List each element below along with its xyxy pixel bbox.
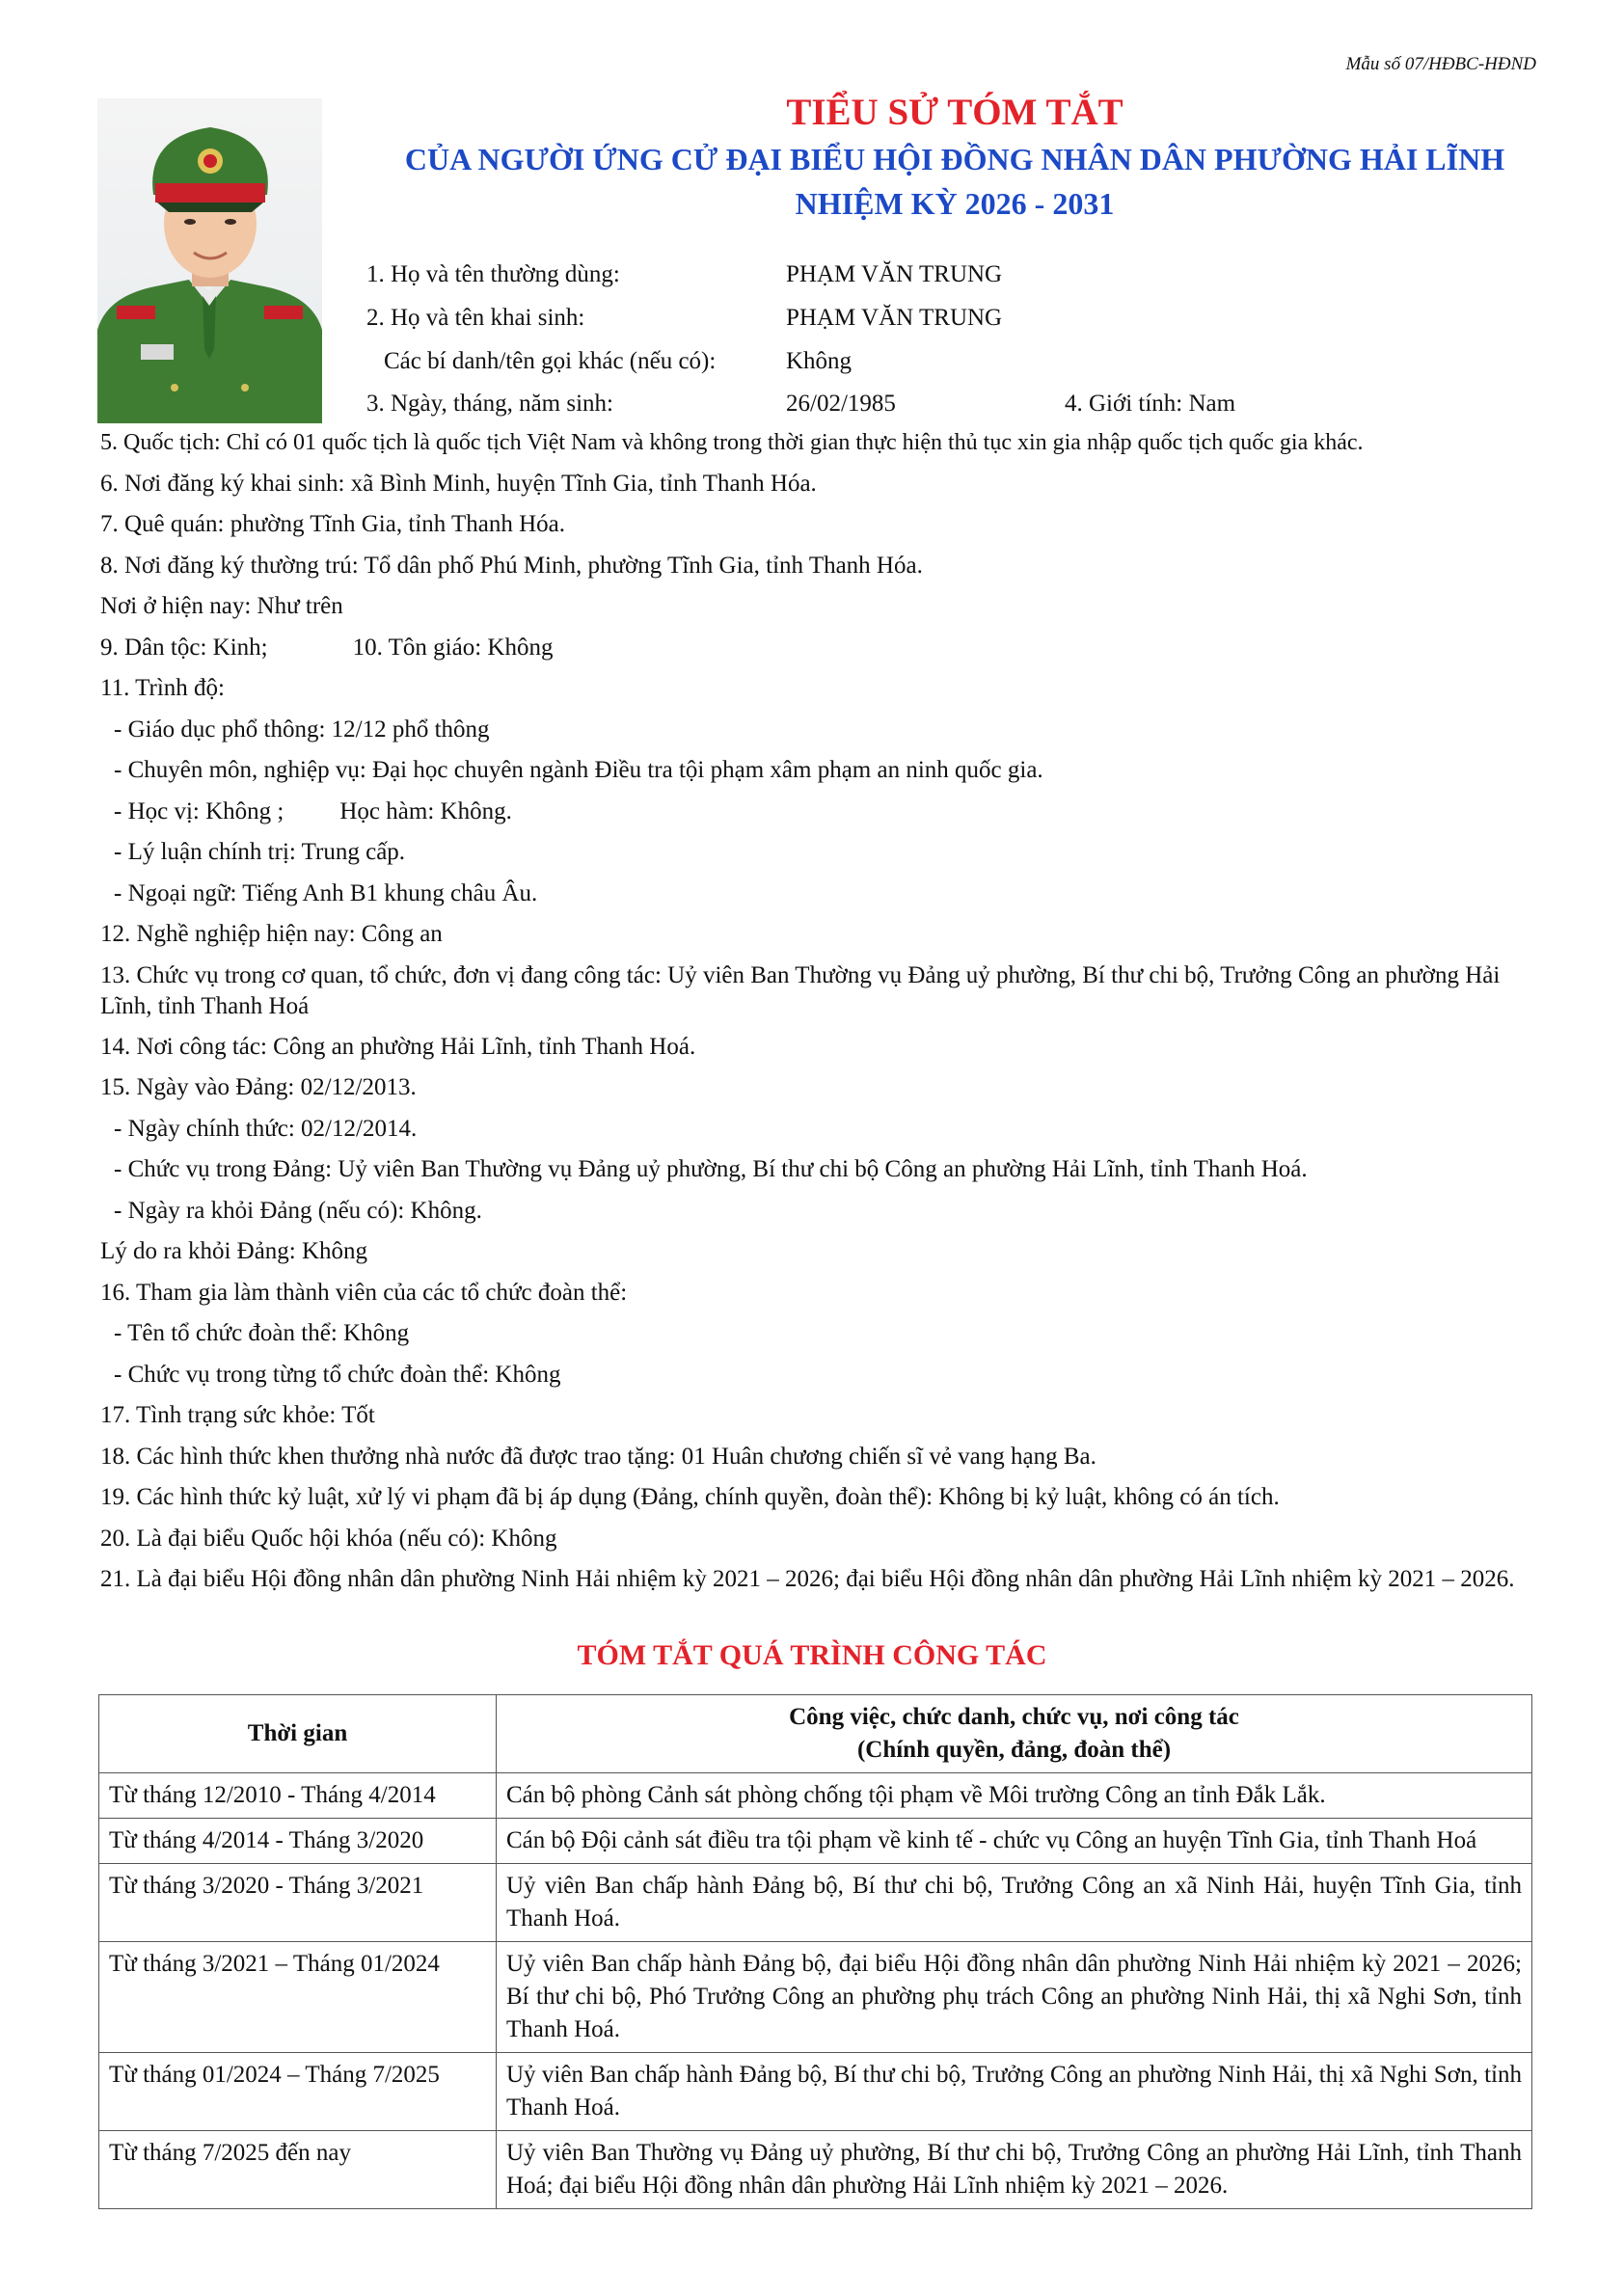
- work-history-title: TÓM TẮT QUÁ TRÌNH CÔNG TÁC: [577, 1639, 1047, 1671]
- ethnicity-religion-line: [100, 628, 1528, 669]
- table-row: [99, 1819, 1532, 1864]
- column-header-time: Thời gian: [99, 1695, 497, 1773]
- party-official-line: - Ngày chính thức: 02/12/2014.: [114, 1115, 418, 1142]
- candidate-photo: [97, 98, 322, 423]
- document-subtitle-1: CỦA NGƯỜI ỨNG CỬ ĐẠI BIỂU HỘI ĐỒNG NHÂN DÂN PHƯỜNG HẢI LĨNH: [404, 142, 1505, 176]
- gender-field: 4. Giới tính: Nam: [1065, 391, 1236, 417]
- dob-value: 26/02/1985: [786, 391, 896, 417]
- specialization-line: - Chuyên môn, nghiệp vụ: Đại học chuyên ngành Điều tra tội phạm xâm phạm an ninh quốc gia.: [114, 757, 1043, 783]
- awards-line: 18. Các hình thức khen thưởng nhà nước đã được trao tặng: 01 Huân chương chiến sĩ vẻ vang hạng Ba.: [100, 1443, 1096, 1470]
- ethnicity: 9. Dân tộc: Kinh;: [100, 634, 268, 661]
- nationality-line: 5. Quốc tịch: Chỉ có 01 quốc tịch là quốc tịch Việt Nam và không trong thời gian thực hiện thủ tục xin gia nhập quốc tịch quốc gia khác.: [100, 430, 1364, 455]
- document-subtitle-2: NHIỆM KỲ 2026 - 2031: [795, 186, 1115, 221]
- residence-line: 8. Nơi đăng ký thường trú: Tổ dân phố Phú Minh, phường Tĩnh Gia, tỉnh Thanh Hóa.: [100, 552, 923, 579]
- document-title: TIỂU SỬ TÓM TẮT: [786, 92, 1123, 133]
- row-description: Uỷ viên Ban chấp hành Đảng bộ, Bí thư chi bộ, Trưởng Công an xã Ninh Hải, huyện Tĩnh Gia, tỉnh Thanh Hoá.: [497, 1864, 1532, 1942]
- academic-title: Học hàm: Không.: [339, 797, 512, 824]
- work-history-table: [98, 1694, 1532, 2209]
- position-line: 13. Chức vụ trong cơ quan, tổ chức, đơn vị đang công tác: Uỷ viên Ban Thường vụ Đảng uỷ phường, Bí thư chi bộ, Trưởng Công an phường Hải Lĩnh, tỉnh Thanh Hoá: [100, 961, 1501, 1019]
- organization-position-line: - Chức vụ trong từng tổ chức đoàn thể: Không: [114, 1361, 561, 1388]
- row-description: Uỷ viên Ban Thường vụ Đảng uỷ phường, Bí thư chi bộ, Trưởng Công an phường Hải Lĩnh, tỉnh Thanh Hoá; đại biểu Hội đồng nhân dân phường Hải Lĩnh nhiệm kỳ 2021 – 2026.: [497, 2131, 1532, 2209]
- political-theory-line: - Lý luận chính trị: Trung cấp.: [114, 839, 406, 865]
- occupation-line: 12. Nghề nghiệp hiện nay: Công an: [100, 921, 443, 947]
- table-row: [99, 1942, 1532, 2053]
- form-number: Mẫu số 07/HĐBC-HĐND: [1345, 54, 1536, 74]
- organization-name-line: - Tên tổ chức đoàn thể: Không: [114, 1320, 410, 1346]
- row-description: Cán bộ Đội cảnh sát điều tra tội phạm về kinh tế - chức vụ Công an huyện Tĩnh Gia, tỉnh Thanh Hoá: [497, 1819, 1532, 1864]
- party-position-line: - Chức vụ trong Đảng: Uỷ viên Ban Thường vụ Đảng uỷ phường, Bí thư chi bộ Công an phường Hải Lĩnh, tỉnh Thanh Hoá.: [114, 1156, 1308, 1182]
- column-header-job-line2: (Chính quyền, đảng, đoàn thể): [856, 1737, 1172, 1763]
- workplace-line: 14. Nơi công tác: Công an phường Hải Lĩnh, tỉnh Thanh Hoá.: [100, 1033, 696, 1060]
- row-description: Uỷ viên Ban chấp hành Đảng bộ, Bí thư chi bộ, Trưởng Công an phường Ninh Hải, thị xã Nghi Sơn, tỉnh Thanh Hoá.: [497, 2053, 1532, 2131]
- biography-body: [100, 422, 1528, 1600]
- organizations-heading: 16. Tham gia làm thành viên của các tổ chức đoàn thể:: [100, 1279, 628, 1306]
- hometown-line: 7. Quê quán: phường Tĩnh Gia, tỉnh Thanh Hóa.: [100, 511, 566, 537]
- current-address-line: Nơi ở hiện nay: Như trên: [100, 593, 343, 619]
- national-assembly-line: 20. Là đại biểu Quốc hội khóa (nếu có): Không: [100, 1525, 557, 1552]
- row-time: Từ tháng 7/2025 đến nay: [99, 2131, 497, 2209]
- discipline-line: 19. Các hình thức kỷ luật, xử lý vi phạm đã bị áp dụng (Đảng, chính quyền, đoàn thể): Không bị kỷ luật, không có án tích.: [100, 1484, 1280, 1510]
- general-education-line: - Giáo dục phổ thông: 12/12 phổ thông: [114, 716, 490, 743]
- education-heading: 11. Trình độ:: [100, 675, 225, 701]
- party-join-line: 15. Ngày vào Đảng: 02/12/2013.: [100, 1074, 417, 1100]
- common-name-label: 1. Họ và tên thường dùng:: [366, 261, 620, 287]
- header: [347, 89, 1562, 226]
- health-line: 17. Tình trạng sức khỏe: Tốt: [100, 1402, 375, 1428]
- party-leave-reason-line: Lý do ra khỏi Đảng: Không: [100, 1238, 368, 1264]
- table-row: [99, 1864, 1532, 1942]
- alias-value: Không: [786, 348, 853, 374]
- academic-degree: - Học vị: Không ;: [114, 797, 284, 824]
- row-time: Từ tháng 3/2021 – Tháng 01/2024: [99, 1942, 497, 2053]
- birth-registration-line: 6. Nơi đăng ký khai sinh: xã Bình Minh, huyện Tĩnh Gia, tỉnh Thanh Hóa.: [100, 470, 817, 497]
- table-row: [99, 1773, 1532, 1819]
- row-description: Cán bộ phòng Cảnh sát phòng chống tội phạm về Môi trường Công an tỉnh Đắk Lắk.: [497, 1773, 1532, 1819]
- party-leave-line: - Ngày ra khỏi Đảng (nếu có): Không.: [114, 1197, 482, 1224]
- dob-label: 3. Ngày, tháng, năm sinh:: [366, 391, 613, 417]
- row-time: Từ tháng 12/2010 - Tháng 4/2014: [99, 1773, 497, 1819]
- birth-name-value: PHẠM VĂN TRUNG: [786, 305, 1003, 331]
- foreign-language-line: - Ngoại ngữ: Tiếng Anh B1 khung châu Âu.: [114, 879, 538, 906]
- row-time: Từ tháng 01/2024 – Tháng 7/2025: [99, 2053, 497, 2131]
- row-time: Từ tháng 4/2014 - Tháng 3/2020: [99, 1819, 497, 1864]
- table-row: [99, 2131, 1532, 2209]
- birth-name-label: 2. Họ và tên khai sinh:: [366, 305, 585, 331]
- degree-line: [100, 792, 1528, 833]
- religion: 10. Tôn giáo: Không: [352, 634, 554, 661]
- common-name-value: PHẠM VĂN TRUNG: [786, 261, 1003, 287]
- row-description: Uỷ viên Ban chấp hành Đảng bộ, đại biểu Hội đồng nhân dân phường Ninh Hải nhiệm kỳ 2021 – 2026; Bí thư chi bộ, Phó Trưởng Công an phường phụ trách Công an phường Ninh Hải, thị xã Nghi Sơn, tỉnh Thanh Hoá.: [497, 1942, 1532, 2053]
- table-header-row: [99, 1695, 1532, 1773]
- council-delegate-line: 21. Là đại biểu Hội đồng nhân dân phường Ninh Hải nhiệm kỳ 2021 – 2026; đại biểu Hội đồng nhân dân phường Hải Lĩnh nhiệm kỳ 2021 – 2026.: [100, 1566, 1515, 1592]
- alias-label: Các bí danh/tên gọi khác (nếu có):: [384, 348, 717, 374]
- column-header-job-line1: Công việc, chức danh, chức vụ, nơi công tác: [789, 1704, 1239, 1730]
- column-header-job: [497, 1695, 1532, 1773]
- row-time: Từ tháng 3/2020 - Tháng 3/2021: [99, 1864, 497, 1942]
- table-row: [99, 2053, 1532, 2131]
